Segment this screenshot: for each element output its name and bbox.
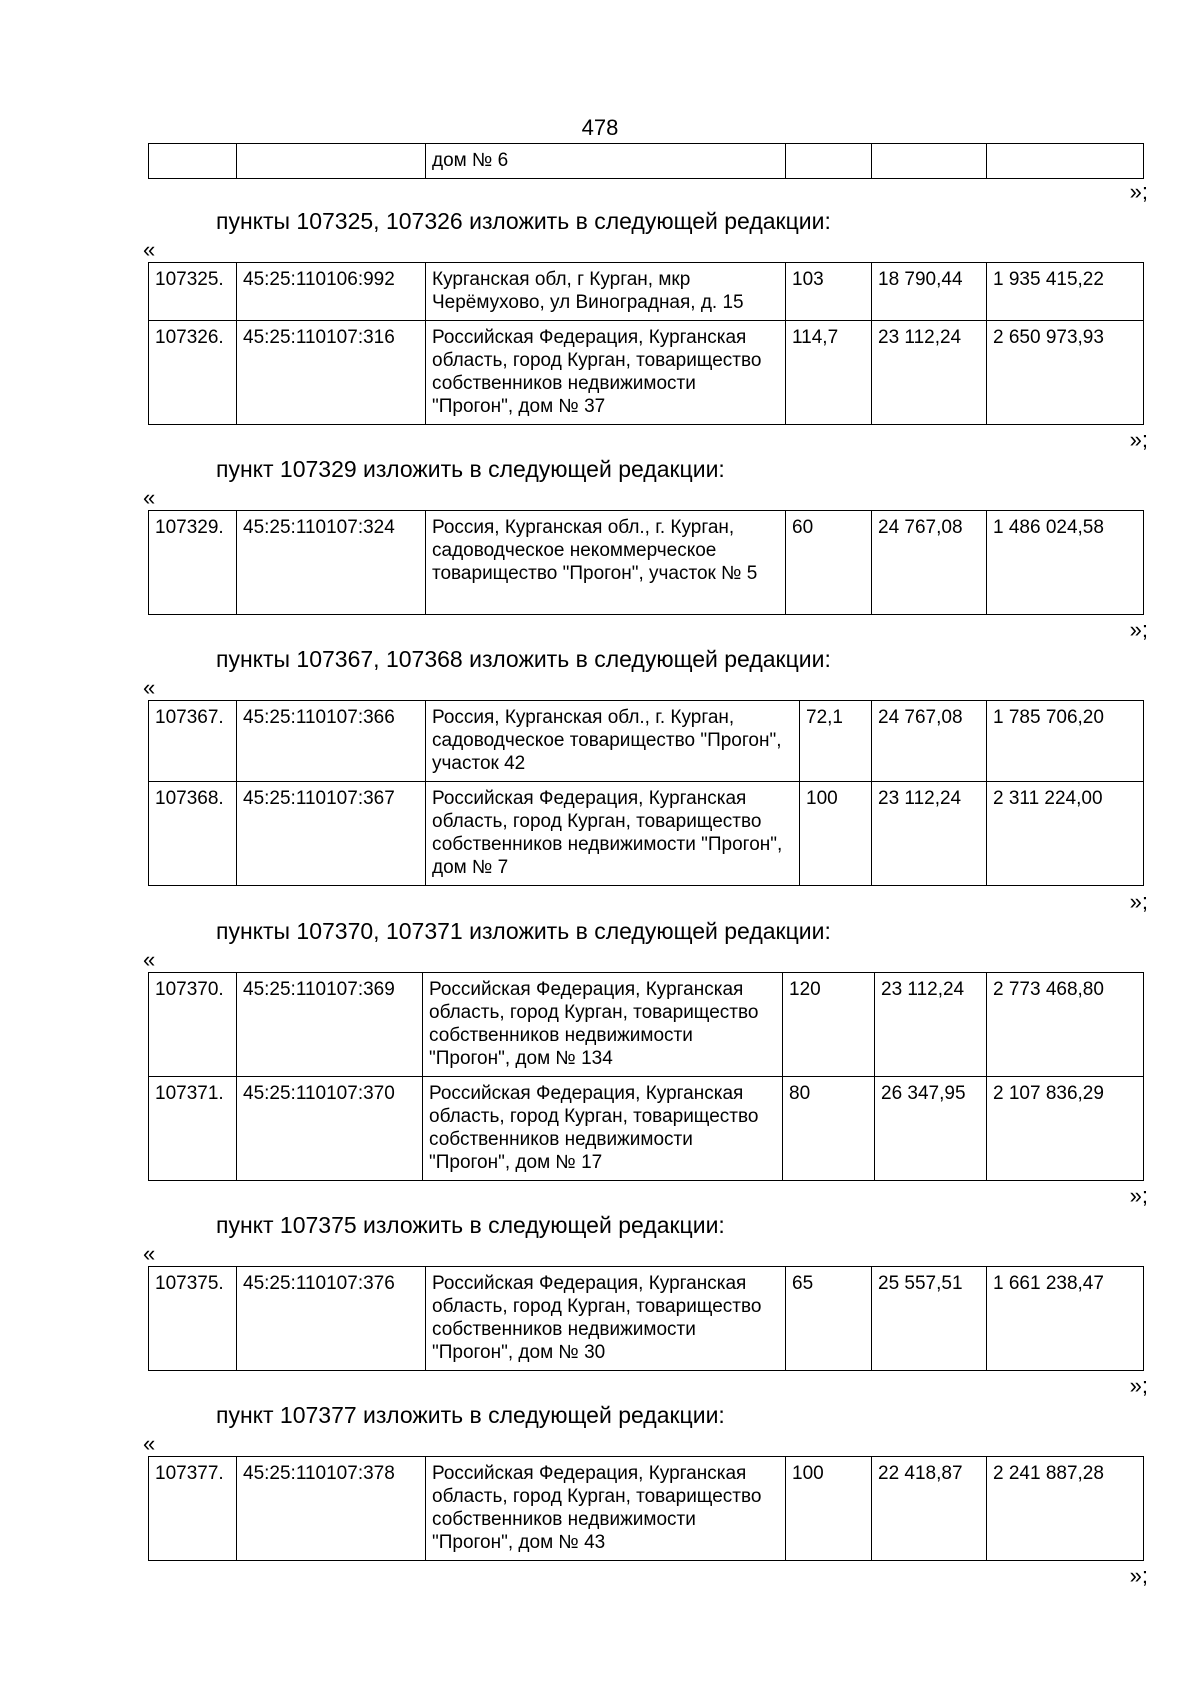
cell-rate: 25 557,51 — [872, 1267, 987, 1371]
cell-value: 2 773 468,80 — [987, 973, 1144, 1077]
open-quote: « — [143, 237, 156, 262]
cell-rate: 24 767,08 — [872, 701, 987, 782]
cell-cadastral: 45:25:110107:324 — [237, 511, 426, 615]
cell-area: 120 — [783, 973, 875, 1077]
cell-value — [987, 144, 1144, 179]
close-quote: »; — [1129, 1183, 1148, 1208]
cell-rate: 23 112,24 — [875, 973, 987, 1077]
cell-rate: 24 767,08 — [872, 511, 987, 615]
page-number: 478 — [581, 115, 619, 140]
cell-address: Российская Федерация, Курганская область, город Курган, товарищество собственников недвижимости "Прогон", дом № 37 — [426, 321, 786, 425]
open-quote: « — [143, 947, 156, 972]
table-row — [149, 973, 1144, 1077]
table-row — [149, 782, 1144, 886]
cell-value: 2 650 973,93 — [987, 321, 1144, 425]
table-row — [149, 511, 1144, 615]
section-table — [148, 510, 1144, 615]
cell-address: Российская Федерация, Курганская область, город Курган, товарищество собственников недвижимости "Прогон", дом № 43 — [426, 1457, 786, 1561]
cell-num: 107326. — [149, 321, 237, 425]
cell-cadastral: 45:25:110106:992 — [237, 263, 426, 321]
cell-area: 103 — [786, 263, 872, 321]
cell-area: 60 — [786, 511, 872, 615]
cell-num: 107375. — [149, 1267, 237, 1371]
table-row — [149, 321, 1144, 425]
cell-num: 107377. — [149, 1457, 237, 1561]
cell-cadastral: 45:25:110107:369 — [237, 973, 423, 1077]
cell-cadastral: 45:25:110107:367 — [237, 782, 426, 886]
cell-value: 1 486 024,58 — [987, 511, 1144, 615]
cell-cadastral: 45:25:110107:376 — [237, 1267, 426, 1371]
cell-num: 107329. — [149, 511, 237, 615]
cell-area: 65 — [786, 1267, 872, 1371]
cell-rate — [872, 144, 987, 179]
cell-num: 107368. — [149, 782, 237, 886]
section-instruction: пункты 107370, 107371 изложить в следующей редакции: — [216, 918, 831, 944]
cell-address: Россия, Курганская обл., г. Курган, садоводческое некоммерческое товарищество "Прогон", участок № 5 — [426, 511, 786, 615]
cell-num: 107325. — [149, 263, 237, 321]
table-fragment — [148, 143, 1144, 179]
close-quote: »; — [1129, 427, 1148, 452]
cell-address: Российская Федерация, Курганская область, город Курган, товарищество собственников недвижимости "Прогон", дом № 17 — [423, 1077, 783, 1181]
cell-cadastral — [237, 144, 426, 179]
open-quote: « — [143, 675, 156, 700]
cell-rate: 22 418,87 — [872, 1457, 987, 1561]
cell-cadastral: 45:25:110107:316 — [237, 321, 426, 425]
cell-value: 1 661 238,47 — [987, 1267, 1144, 1371]
cell-area: 80 — [783, 1077, 875, 1181]
section-instruction: пункты 107325, 107326 изложить в следующей редакции: — [216, 208, 831, 234]
section-table — [148, 1456, 1144, 1561]
cell-address: Курганская обл, г Курган, мкр Черёмухово, ул Виноградная, д. 15 — [426, 263, 786, 321]
cell-cadastral: 45:25:110107:370 — [237, 1077, 423, 1181]
open-quote: « — [143, 485, 156, 510]
cell-value: 2 311 224,00 — [987, 782, 1144, 886]
cell-num: 107370. — [149, 973, 237, 1077]
cell-address: Российская Федерация, Курганская область, город Курган, товарищество собственников недвижимости "Прогон", дом № 134 — [423, 973, 783, 1077]
table-row — [149, 1267, 1144, 1371]
table-row — [149, 263, 1144, 321]
cell-num — [149, 144, 237, 179]
cell-rate: 23 112,24 — [872, 321, 987, 425]
open-quote: « — [143, 1431, 156, 1456]
section-instruction: пункты 107367, 107368 изложить в следующей редакции: — [216, 646, 831, 672]
cell-value: 2 107 836,29 — [987, 1077, 1144, 1181]
close-quote: »; — [1129, 1373, 1148, 1398]
close-quote: »; — [1129, 1563, 1148, 1588]
close-quote: »; — [1129, 617, 1148, 642]
cell-cadastral: 45:25:110107:366 — [237, 701, 426, 782]
cell-address: Российская Федерация, Курганская область, город Курган, товарищество собственников недвижимости "Прогон", дом № 7 — [426, 782, 800, 886]
section-table — [148, 972, 1144, 1181]
close-quote: »; — [1129, 179, 1148, 204]
cell-area: 114,7 — [786, 321, 872, 425]
cell-cadastral: 45:25:110107:378 — [237, 1457, 426, 1561]
cell-area: 100 — [800, 782, 872, 886]
section-table — [148, 262, 1144, 425]
cell-value: 1 785 706,20 — [987, 701, 1144, 782]
close-quote: »; — [1129, 889, 1148, 914]
cell-num: 107367. — [149, 701, 237, 782]
table-row — [149, 701, 1144, 782]
section-instruction: пункт 107329 изложить в следующей редакции: — [216, 456, 725, 482]
cell-value: 1 935 415,22 — [987, 263, 1144, 321]
cell-value: 2 241 887,28 — [987, 1457, 1144, 1561]
cell-area: 72,1 — [800, 701, 872, 782]
table-row — [149, 1457, 1144, 1561]
cell-address: Россия, Курганская обл., г. Курган, садоводческое товарищество "Прогон", участок 42 — [426, 701, 800, 782]
table-row — [149, 1077, 1144, 1181]
cell-rate: 26 347,95 — [875, 1077, 987, 1181]
cell-area — [786, 144, 872, 179]
cell-address: дом № 6 — [426, 144, 786, 179]
cell-address: Российская Федерация, Курганская область, город Курган, товарищество собственников недвижимости "Прогон", дом № 30 — [426, 1267, 786, 1371]
open-quote: « — [143, 1241, 156, 1266]
section-table — [148, 1266, 1144, 1371]
section-table — [148, 700, 1144, 886]
section-instruction: пункт 107375 изложить в следующей редакции: — [216, 1212, 725, 1238]
cell-rate: 18 790,44 — [872, 263, 987, 321]
section-instruction: пункт 107377 изложить в следующей редакции: — [216, 1402, 725, 1428]
cell-rate: 23 112,24 — [872, 782, 987, 886]
cell-area: 100 — [786, 1457, 872, 1561]
cell-num: 107371. — [149, 1077, 237, 1181]
table-row — [149, 144, 1144, 179]
